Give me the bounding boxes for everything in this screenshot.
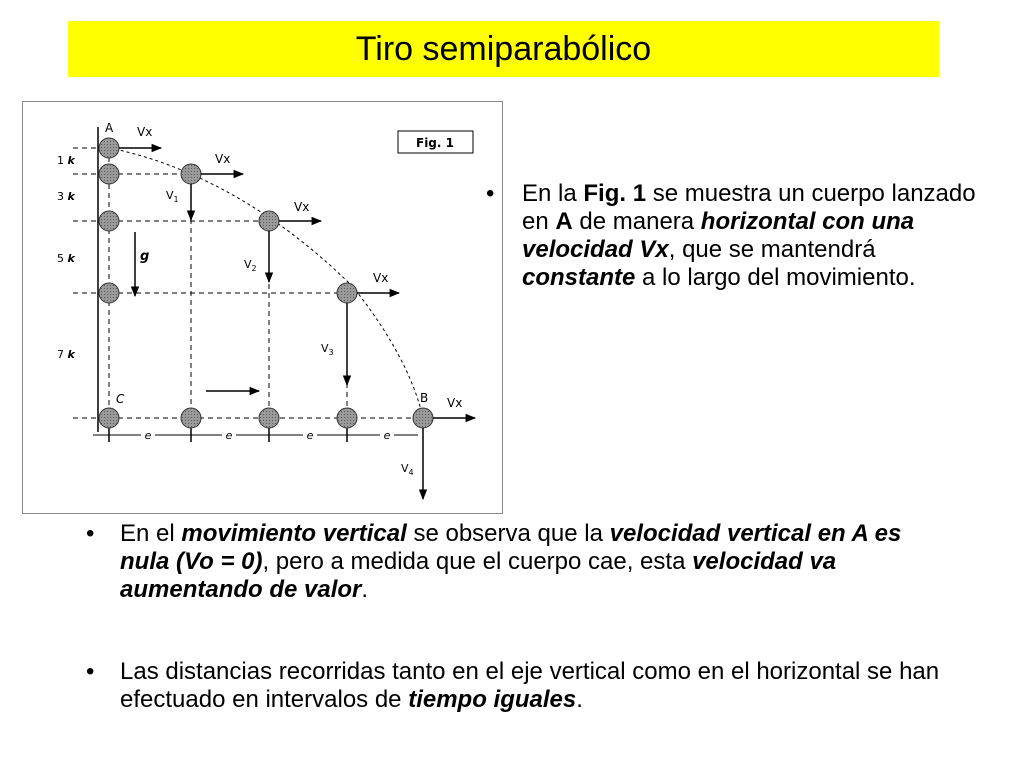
v2-label: $V_2$: [244, 258, 257, 273]
bullet-dot: •: [86, 520, 95, 547]
projectile-diagram: [23, 102, 504, 515]
bullet-text: En el movimiento vertical se observa que la velocidad vertical en A es nula (Vo = 0), pero a medida que el cuerpo cae, esta velocidad va aumentando de valor.: [120, 520, 902, 603]
point-c-label: C: [116, 392, 125, 406]
bullet-vertical-motion: [86, 520, 966, 640]
bullet-dot: •: [486, 180, 495, 207]
e-label-3: e: [306, 429, 314, 442]
vx-label-1: Vx: [137, 125, 153, 139]
horizontal-guides: [73, 148, 468, 418]
v1-label: $V_1$: [166, 189, 179, 204]
k-label-1: 1 k: [57, 154, 75, 167]
bullet-dot: •: [86, 658, 95, 685]
v3-label: $V_3$: [321, 342, 334, 357]
bullet-text: Las distancias recorridas tanto en el eje vertical como en el horizontal se han efectuado en intervalos de tiempo iguales.: [120, 658, 940, 713]
k-label-7: 7 k: [57, 348, 75, 361]
vertical-guides: [109, 148, 347, 432]
v4-label: $V_4$: [401, 462, 414, 477]
e-label-2: e: [225, 429, 233, 442]
g-label: g: [140, 249, 150, 264]
title-banner: [68, 21, 939, 77]
bullet-text: En la Fig. 1 se muestra un cuerpo lanzado en A de manera horizontal con una velocidad Vx, que se mantendrá constante a lo largo del movimiento.: [522, 180, 976, 291]
vx-label-4: Vx: [373, 271, 389, 285]
point-a-label: A: [105, 121, 114, 135]
bullet-equal-intervals: [86, 658, 966, 758]
point-b-label: B: [420, 391, 429, 405]
slide-title: Tiro semiparabólico: [355, 30, 652, 68]
k-label-3: 3 k: [57, 190, 75, 203]
v-arrows: [135, 184, 423, 499]
fig-label: Fig. 1: [416, 136, 454, 150]
k-label-5: 5 k: [57, 252, 75, 265]
vx-label-2: Vx: [215, 152, 231, 166]
e-label-1: e: [144, 429, 152, 442]
vx-label-5: Vx: [447, 396, 463, 410]
bullet-fig-description: [486, 180, 1006, 380]
figure-panel: [22, 101, 503, 514]
vx-label-3: Vx: [294, 200, 310, 214]
e-label-4: e: [383, 429, 391, 442]
